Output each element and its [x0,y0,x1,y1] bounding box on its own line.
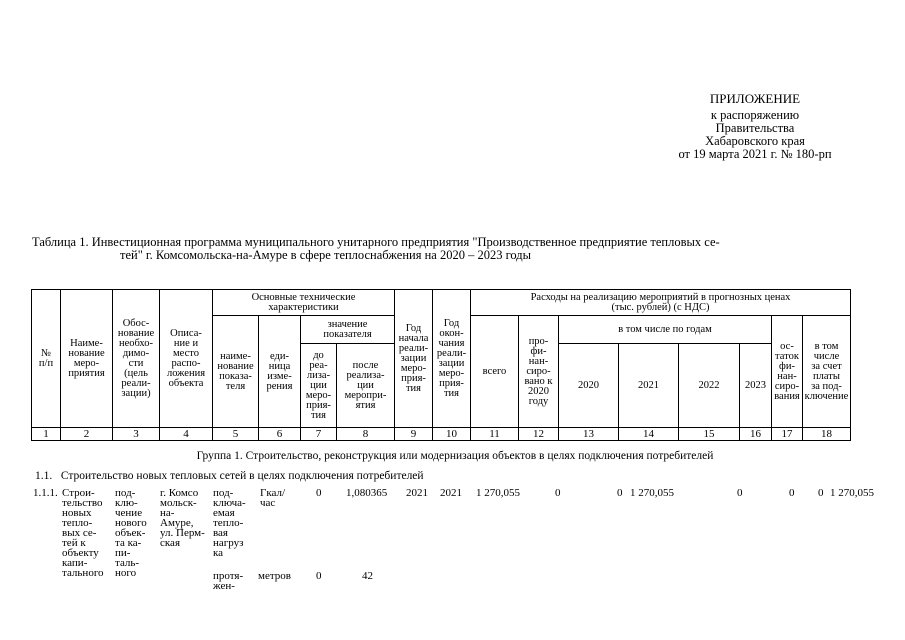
column-number: 3 [113,428,160,441]
caption-line-2: тей" г. Комсомольска-на-Амуре в сфере теплоснабжения на 2020 – 2023 годы [120,248,532,262]
row-indicator1-unit: Гкал/ час [260,487,286,509]
row-justification: под- клю- чение нового объек- та ка- пи- таль- ного [115,487,147,579]
header-unit: еди- ница изме- рения [259,316,301,428]
header-num: № п/п [32,290,61,428]
row-fee: 1 270,055 [830,487,874,499]
header-after: после реализа- ции меропри- ятия [337,344,395,428]
column-number: 4 [160,428,213,441]
column-number: 15 [679,428,740,441]
row-indicator2-before: 0 [316,570,322,582]
column-number: 11 [471,428,519,441]
header-year-end: Год окон- чания реали- зации меро- прия- тия [433,290,471,428]
row-year-end: 2021 [440,487,462,499]
row-year-start: 2021 [406,487,428,499]
appendix-block [640,92,870,161]
row-financed: 0 [555,487,561,499]
column-number: 10 [433,428,471,441]
header-year-2021: 2021 [619,344,679,428]
column-number: 13 [559,428,619,441]
row-num: 1.1.1. [33,487,58,499]
row-indicator2-name: протя- жен- [213,570,244,592]
table-row [0,488,905,638]
appendix-line: Хабаровского края [705,134,805,148]
column-number: 1 [32,428,61,441]
column-number: 14 [619,428,679,441]
row-indicator1-after: 1,080365 [346,487,388,499]
header-remaining: ос- таток фи- нан- сиро- вания [772,316,803,428]
column-number: 5 [213,428,259,441]
column-number: 9 [395,428,433,441]
header-before: до реа- лиза- ции меро- прия- тия [301,344,337,428]
row-indicator2-after: 42 [362,570,373,582]
row-indicator2-unit: метров [258,570,291,582]
header-total: всего [471,316,519,428]
column-number: 8 [337,428,395,441]
group-title: Группа 1. Строительство, реконструкция или модернизация объектов в целях подключения потребителей [196,450,714,462]
column-number: 7 [301,428,337,441]
header-year-2023: 2023 [740,344,772,428]
column-number: 6 [259,428,301,441]
column-number: 16 [740,428,772,441]
header-indicator-name: наиме- нование показа- теля [213,316,259,428]
header-location: Описа- ние и место распо- ложения объекта [160,290,213,428]
row-indicator1-name: под- ключа- емая тепло- вая нагруз ка [213,487,246,559]
column-number: 2 [61,428,113,441]
row-2020: 0 [617,487,623,499]
row-location: г. Комсо мольск- на- Амуре, ул. Перм- ская [160,487,205,549]
header-financed-2020: про- фи- нан- сиро- вано к 2020 году [519,316,559,428]
row-name: Строи- тельство новых тепло- вых се- тей к объекту капи- тального [62,487,104,579]
appendix-line: Правительства [715,121,795,135]
appendix-date-line: от 19 марта 2021 г. № 180-рп [678,147,832,161]
appendix-line: к распоряжению [710,108,800,122]
subgroup-row [35,470,424,482]
header-costs: Расходы на реализацию мероприятий в прогнозных ценах (тыс. рублей) (с НДС) [471,290,851,316]
row-2023: 0 [789,487,795,499]
row-2022: 0 [737,487,743,499]
header-name: Наиме- нование меро- приятия [61,290,113,428]
appendix-title: ПРИЛОЖЕНИЕ [709,91,801,106]
column-number: 12 [519,428,559,441]
table-caption [32,236,880,262]
header-year-start: Год начала реали- зации меро- прия- тия [395,290,433,428]
row-indicator1-before: 0 [316,487,322,499]
header-tech-group: Основные технические характеристики [213,290,395,316]
row-remaining: 0 [818,487,824,499]
subgroup-num: 1.1. [35,470,53,482]
investment-table [31,289,851,441]
column-number: 18 [803,428,851,441]
caption-line-1: Таблица 1. Инвестиционная программа муниципального унитарного предприятия "Производственное предприятие тепловых се- [32,235,720,249]
row-total: 1 270,055 [476,487,520,499]
header-indicator-value: значение показателя [301,316,395,344]
subgroup-title: Строительство новых тепловых сетей в целях подключения потребителей [60,470,424,482]
column-number: 17 [772,428,803,441]
header-fee: в том числе за счет платы за под- ключение [803,316,851,428]
header-justification: Обос- нование необхо- димо- сти (цель реали- зации) [113,290,160,428]
header-year-2022: 2022 [679,344,740,428]
row-2021: 1 270,055 [630,487,674,499]
header-by-years: в том числе по годам [559,316,772,344]
header-year-2020: 2020 [559,344,619,428]
